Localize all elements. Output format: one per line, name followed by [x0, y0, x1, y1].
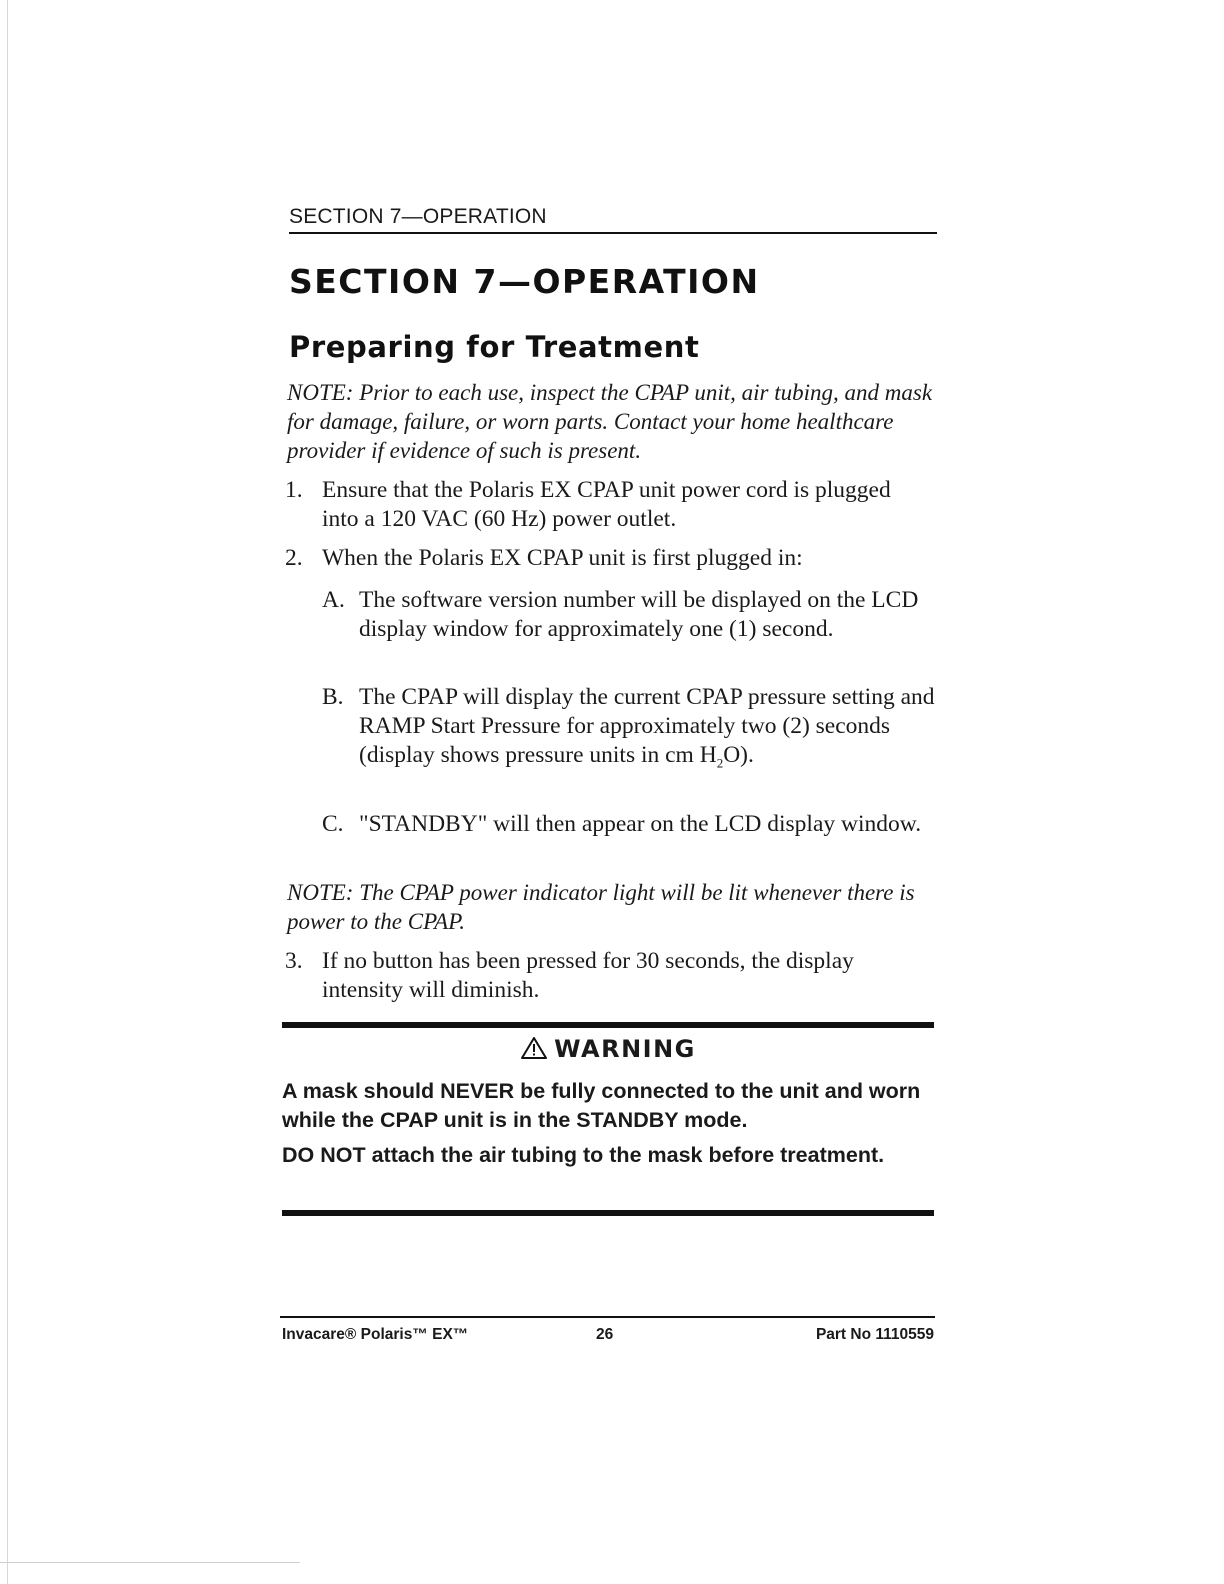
warning-text-mask: A mask should NEVER be fully connected to the unit and worn while the CPAP unit is in the STANDBY mode. [282, 1079, 921, 1132]
step-text: When the Polaris EX CPAP unit is first plugged in: [322, 545, 803, 571]
note-power-light: NOTE: The CPAP power indicator light will be lit whenever there is power to the CPAP. [287, 880, 915, 934]
running-head: SECTION 7—OPERATION [289, 205, 937, 234]
footer-rule [280, 1316, 935, 1318]
scan-edge-line [7, 0, 8, 1584]
substep-letter: A. [322, 587, 345, 613]
section-title: SECTION 7—OPERATION [289, 262, 760, 301]
step-number: 3. [285, 948, 303, 974]
subscript-two: 2 [716, 755, 724, 771]
substep-text [359, 683, 942, 778]
substep-text: The software version number will be displayed on the LCD display window for approximately one (1) second. [359, 587, 919, 642]
substep-letter: B. [322, 684, 344, 710]
subsection-title: Preparing for Treatment [289, 330, 700, 364]
footer-part-number: Part No 1110559 [815, 1326, 934, 1343]
scan-bottom-line [0, 1562, 300, 1563]
step-number: 2. [285, 545, 303, 571]
substep-text-end: O). [723, 742, 754, 768]
step-text: Ensure that the Polaris EX CPAP unit power cord is plugged into a 120 VAC (60 Hz) power outlet. [322, 477, 891, 532]
warning-text-tubing: DO NOT attach the air tubing to the mask before treatment. [282, 1143, 885, 1167]
footer-product: Invacare® Polaris™ EX™ [282, 1326, 469, 1343]
note-inspect: NOTE: Prior to each use, inspect the CPAP unit, air tubing, and mask for damage, failure, or worn parts. Contact your home healthcare provider if evidence of such is present. [287, 380, 933, 463]
substep-letter: C. [322, 811, 344, 837]
warning-top-rule [282, 1022, 934, 1028]
warning-heading-text: WARNING [554, 1035, 696, 1063]
warning-heading [282, 1035, 934, 1063]
page-number: 26 [596, 1326, 614, 1343]
warning-bottom-rule [282, 1210, 934, 1216]
step-text: If no button has been pressed for 30 seconds, the display intensity will diminish. [322, 948, 854, 1003]
warning-triangle-icon [520, 1036, 548, 1060]
substep-text: "STANDBY" will then appear on the LCD display window. [359, 811, 922, 837]
substep-text-main: The CPAP will display the current CPAP pressure setting and RAMP Start Pressure for approximately two (2) seconds (display shows pressure units in cm H [359, 684, 935, 768]
step-number: 1. [285, 477, 303, 503]
